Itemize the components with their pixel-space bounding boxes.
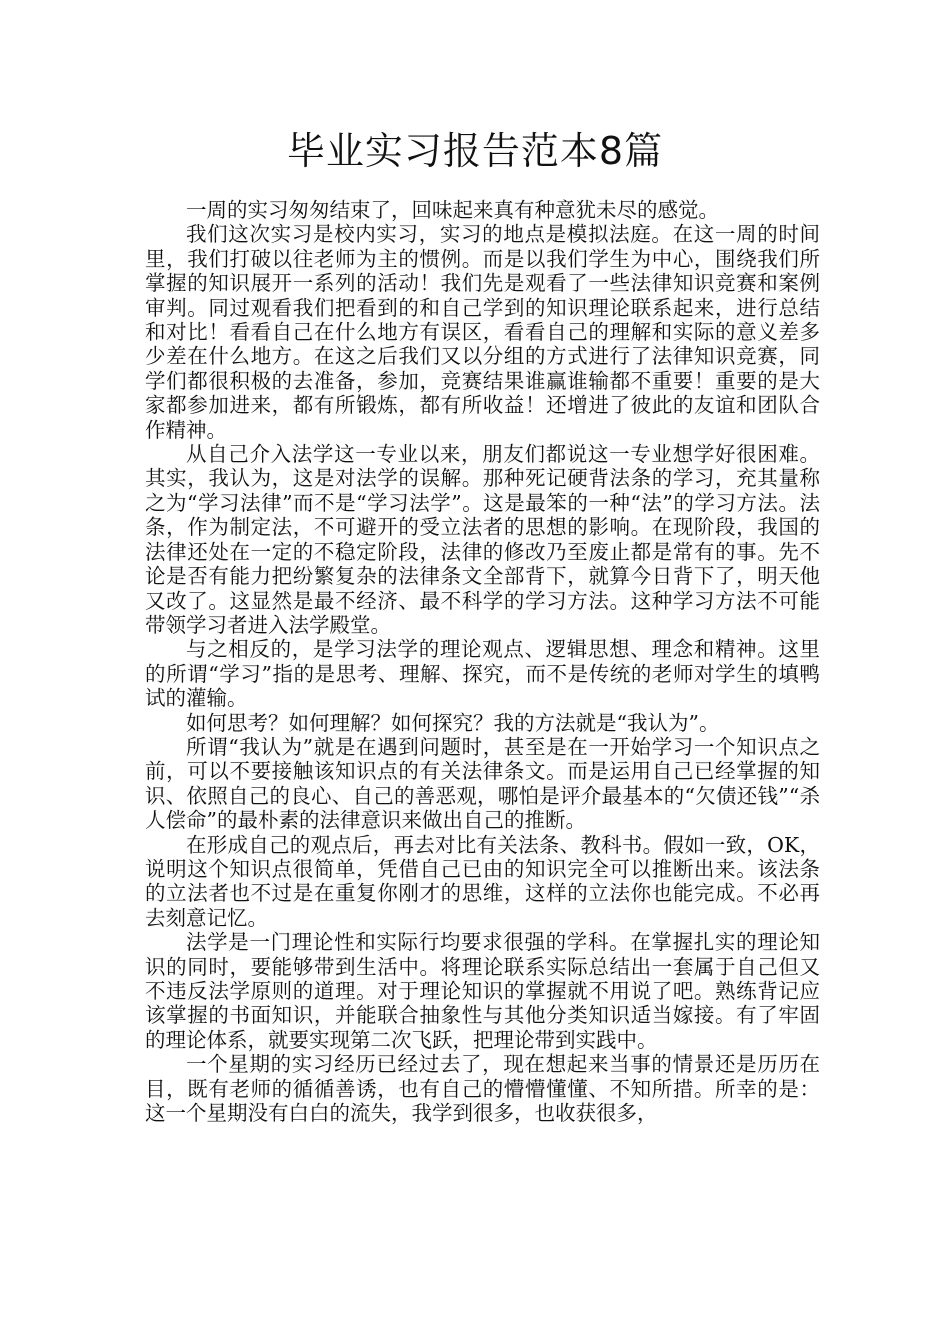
paragraph-4: 与之相反的，是学习法学的理论观点、逻辑思想、理念和精神。这里的所谓“学习”指的是思考、理解、探究，而不是传统的老师对学生的填鸭试的灌输。 [145, 637, 820, 711]
paragraph-8: 法学是一门理论性和实际行均要求很强的学科。在掌握扎实的理论知识的同时，要能够带到生活中。将理论联系实际总结出一套属于自己但又不违反法学原则的道理。对于理论知识的掌握就不用说了吧。熟练背记应该掌握的书面知识，并能联合抽象性与其他分类知识适当嫁接。有了牢固的理论体系，就要实现第二次飞跃，把理论带到实践中。 [145, 930, 820, 1052]
document-title: 毕业实习报告范本8篇 [286, 129, 664, 173]
paragraph-5: 如何思考？如何理解？如何探究？我的方法就是“我认为”。 [186, 710, 720, 735]
paragraph-1: 一周的实习匆匆结束了，回味起来真有种意犹未尽的感觉。 [186, 198, 719, 222]
paragraph-9: 一个星期的实习经历已经过去了，现在想起来当事的情景还是历历在目，既有老师的循循善诱，也有自己的懵懵懂懂、不知所措。所幸的是：这一个星期没有白白的流失，我学到很多，也收获很多， [145, 1052, 820, 1126]
document-body [145, 198, 820, 1125]
paragraph-6: 所谓“我认为”就是在遇到问题时，甚至是在一开始学习一个知识点之前，可以不要接触该知识点的有关法律条文。而是运用自己已经掌握的知识、依照自己的良心、自己的善恶观，哪怕是评介最基本的“欠债还钱”“杀人偿命”的最朴素的法律意识来做出自己的推断。 [145, 734, 820, 833]
paragraph-2: 我们这次实习是校内实习，实习的地点是模拟法庭。在这一周的时间里，我们打破以往老师为主的惯例。而是以我们学生为中心，围绕我们所掌握的知识展开一系列的活动！我们先是观看了一些法律知识竞赛和案例审判。同过观看我们把看到的和自己学到的知识理论联系起来，进行总结和对比！看看自己在什么地方有误区，看看自己的理解和实际的意义差多少差在什么地方。在这之后我们又以分组的方式进行了法律知识竞赛，同学们都很积极的去准备，参加，竞赛结果谁赢谁输都不重要！重要的是大家都参加进来，都有所锻炼，都有所收益！还增进了彼此的友谊和团队合作精神。 [145, 222, 820, 442]
paragraph-7: 在形成自己的观点后，再去对比有关法条、教科书。假如一致，OK，说明这个知识点很简单，凭借自己已由的知识完全可以推断出来。该法条的立法者也不过是在重复你刚才的思维，这样的立法你也能完成。不必再去刻意记忆。 [145, 832, 820, 930]
paragraph-3: 从自己介入法学这一专业以来，朋友们都说这一专业想学好很困难。其实，我认为，这是对法学的误解。那种死记硬背法条的学习，充其量称之为“学习法律”而不是“学习法学”。这是最笨的一种“法”的学习方法。法条，作为制定法，不可避开的受立法者的思想的影响。在现阶段，我国的法律还处在一定的不稳定阶段，法律的修改乃至废止都是常有的事。先不论是否有能力把纷繁复杂的法律条文全部背下，就算今日背下了，明天他又改了。这显然是最不经济、最不科学的学习方法。这种学习方法不可能带领学习者进入法学殿堂。 [145, 442, 820, 637]
